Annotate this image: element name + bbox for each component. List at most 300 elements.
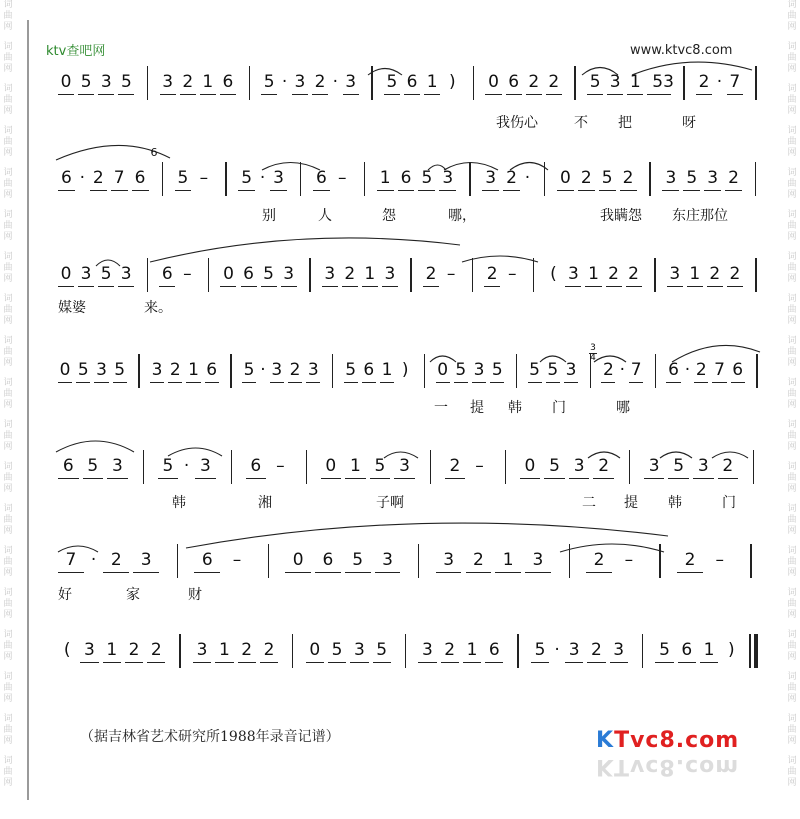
- note: 3: [669, 264, 681, 284]
- note: ): [728, 640, 735, 660]
- lyric: 把: [618, 115, 632, 131]
- note: 5: [455, 360, 467, 380]
- note: 5: [547, 360, 559, 380]
- note: 5: [331, 640, 343, 660]
- note: 3: [382, 550, 393, 570]
- edge-watermark-char: 曲: [787, 221, 797, 231]
- note: –: [276, 456, 285, 476]
- duration-underline: [315, 572, 341, 573]
- duration-underline: [704, 190, 721, 191]
- note: 5: [549, 456, 560, 476]
- lyric: 门: [722, 495, 736, 511]
- note: 0: [325, 456, 337, 476]
- edge-watermark-char: 网: [3, 274, 13, 284]
- edge-watermark-char: 词: [787, 756, 797, 766]
- edge-watermark-char: 曲: [787, 11, 797, 21]
- duration-underline: [80, 662, 98, 663]
- edge-watermark-char: 词: [787, 42, 797, 52]
- note: 3: [399, 456, 410, 476]
- edge-watermark-char: 网: [787, 526, 797, 536]
- note: –: [475, 456, 484, 476]
- duration-underline: [610, 662, 628, 663]
- edge-watermark-char: 曲: [787, 263, 797, 273]
- edge-watermark-char: 词: [787, 714, 797, 724]
- barline: [654, 258, 655, 292]
- edge-watermark-char: 网: [787, 316, 797, 326]
- duration-underline: [506, 94, 522, 95]
- edge-watermark-char: 词: [3, 714, 13, 724]
- note: 0: [488, 72, 499, 92]
- barline: [300, 162, 301, 196]
- duration-underline: [384, 94, 400, 95]
- duration-underline: [220, 286, 236, 287]
- note: 3: [384, 264, 396, 284]
- edge-watermark-char: 网: [3, 22, 13, 32]
- score-row: [0, 550, 800, 574]
- duration-underline: [565, 662, 583, 663]
- duration-underline: [557, 190, 574, 191]
- note: –: [715, 550, 724, 570]
- edge-watermark-char: 网: [787, 274, 797, 284]
- duration-underline: [113, 382, 127, 383]
- note: 2: [472, 550, 484, 570]
- barline: [418, 544, 419, 578]
- duration-underline: [647, 94, 671, 95]
- lyric: 我瞒怨: [600, 208, 642, 224]
- note: –: [508, 264, 517, 284]
- note: 1: [703, 640, 715, 660]
- note: 3: [532, 550, 544, 570]
- note: 5: [162, 456, 174, 476]
- edge-watermark-char: 网: [787, 106, 797, 116]
- duration-underline: [261, 286, 277, 287]
- duration-underline: [342, 286, 358, 287]
- note: 2: [444, 640, 456, 660]
- barline: [683, 66, 684, 100]
- note: 5: [345, 360, 357, 380]
- edge-watermark-char: 网: [3, 484, 13, 494]
- duration-underline: [564, 382, 578, 383]
- lyric: 呀: [682, 115, 696, 131]
- note: 2: [709, 264, 721, 284]
- note: ·: [90, 550, 97, 570]
- note: 3: [162, 72, 174, 92]
- note: 1: [629, 72, 641, 92]
- duration-underline: [78, 286, 94, 287]
- note: 2: [580, 168, 592, 188]
- note: 3: [283, 264, 295, 284]
- barline: [162, 162, 163, 196]
- duration-underline: [436, 572, 462, 573]
- note: 3: [485, 168, 497, 188]
- duration-underline: [601, 382, 615, 383]
- note: 5: [177, 168, 189, 188]
- note: 6: [681, 640, 693, 660]
- note: 3: [199, 456, 211, 476]
- edge-watermark-char: 网: [787, 694, 797, 704]
- barline: [544, 162, 545, 196]
- note: 3: [294, 72, 306, 92]
- edge-watermark-char: 词: [3, 252, 13, 262]
- lyric: 财: [188, 587, 202, 603]
- note: 2: [728, 168, 739, 188]
- edge-watermark-char: 词: [787, 378, 797, 388]
- duration-underline: [495, 572, 521, 573]
- edge-watermark-char: 网: [3, 526, 13, 536]
- barline: [138, 354, 139, 388]
- barline: [473, 66, 474, 100]
- note: 6: [488, 640, 500, 660]
- edge-watermark-char: 词: [787, 630, 797, 640]
- duration-underline: [606, 286, 622, 287]
- duration-underline: [83, 478, 104, 479]
- lyric: 提: [470, 400, 484, 416]
- edge-watermark-char: 曲: [3, 53, 13, 63]
- note: 2: [506, 168, 517, 188]
- barline: [405, 634, 406, 668]
- barline: [332, 354, 333, 388]
- barline: [655, 354, 656, 388]
- note: 2: [622, 168, 634, 188]
- duration-underline: [313, 190, 330, 191]
- note: 5: [114, 360, 126, 380]
- slur: [150, 238, 460, 262]
- edge-watermark-char: 词: [787, 126, 797, 136]
- barline: [309, 258, 310, 292]
- barline: [472, 258, 473, 292]
- note: (: [63, 640, 71, 660]
- barline: [533, 258, 534, 292]
- note: ·: [260, 360, 266, 380]
- barline: [516, 354, 517, 388]
- note: 5: [80, 72, 92, 92]
- edge-watermark-char: 曲: [787, 347, 797, 357]
- note: ·: [716, 72, 723, 92]
- note: 3: [151, 360, 163, 380]
- duration-underline: [485, 662, 503, 663]
- duration-underline: [436, 382, 450, 383]
- edge-watermark-char: 网: [787, 22, 797, 32]
- edge-watermark-char: 曲: [787, 431, 797, 441]
- note: 6: [316, 168, 327, 188]
- lyric: 媒婆: [58, 300, 86, 316]
- site-watermark-left: ktv查吧网: [46, 44, 106, 59]
- duration-underline: [270, 382, 284, 383]
- note: –: [183, 264, 192, 284]
- ktvc8-logo: KTvc8.com: [596, 728, 740, 753]
- duration-underline: [423, 286, 439, 287]
- edge-watermark-char: 曲: [787, 641, 797, 651]
- duration-underline: [261, 94, 277, 95]
- note: 0: [292, 550, 304, 570]
- duration-underline: [58, 190, 75, 191]
- barline: [410, 258, 411, 292]
- duration-underline: [707, 286, 723, 287]
- edge-watermark-char: 网: [787, 568, 797, 578]
- duration-underline: [718, 478, 739, 479]
- edge-watermark-char: 曲: [787, 179, 797, 189]
- duration-underline: [418, 190, 435, 191]
- note: –: [338, 168, 347, 188]
- edge-watermark-char: 词: [787, 168, 797, 178]
- duration-underline: [306, 662, 324, 663]
- duration-underline: [441, 662, 459, 663]
- duration-underline: [58, 572, 84, 573]
- duration-underline: [158, 478, 179, 479]
- note: 2: [602, 360, 614, 380]
- duration-underline: [526, 94, 542, 95]
- lyric: 哪，: [448, 208, 476, 224]
- ktvc8-logo-reflection: KTvc8.com: [596, 754, 740, 779]
- duration-underline: [424, 94, 440, 95]
- note: –: [199, 168, 209, 188]
- note: 2: [314, 72, 326, 92]
- barline: [147, 258, 148, 292]
- note: 2: [684, 550, 696, 570]
- note: 2: [590, 640, 602, 660]
- edge-watermark-char: 网: [3, 610, 13, 620]
- edge-watermark-char: 曲: [787, 305, 797, 315]
- duration-underline: [712, 382, 726, 383]
- duration-underline: [58, 478, 79, 479]
- note: 6: [134, 168, 146, 188]
- note: 1: [588, 264, 599, 284]
- edge-watermark-char: 网: [3, 694, 13, 704]
- note: 3: [665, 168, 677, 188]
- duration-underline: [362, 286, 378, 287]
- note: 2: [110, 550, 122, 570]
- edge-watermark-char: 曲: [3, 179, 13, 189]
- edge-watermark-char: 网: [787, 736, 797, 746]
- note: ·: [332, 72, 339, 92]
- note: 3: [422, 640, 433, 660]
- duration-underline: [678, 662, 696, 663]
- duration-underline: [485, 94, 501, 95]
- barline: [143, 450, 144, 484]
- duration-underline: [58, 94, 74, 95]
- duration-underline: [345, 572, 371, 573]
- duration-underline: [328, 662, 346, 663]
- note: 2: [698, 72, 710, 92]
- note: 3: [568, 640, 580, 660]
- duration-underline: [587, 662, 605, 663]
- edge-watermark-char: 曲: [3, 95, 13, 105]
- duration-underline: [205, 382, 219, 383]
- slur: [462, 256, 538, 262]
- duration-underline: [587, 94, 603, 95]
- lyric: 好: [58, 587, 72, 603]
- duration-underline: [683, 190, 700, 191]
- barline: [517, 634, 518, 668]
- slur: [56, 441, 134, 452]
- note: 3: [100, 72, 112, 92]
- edge-watermark-char: 曲: [3, 641, 13, 651]
- note: 1: [689, 264, 701, 284]
- note: 3: [345, 72, 357, 92]
- barline: [505, 450, 506, 484]
- note: 3: [648, 456, 660, 476]
- duration-underline: [382, 286, 398, 287]
- note: –: [232, 550, 242, 570]
- lyric: 别: [262, 208, 276, 224]
- lyric: 提: [624, 495, 638, 511]
- duration-underline: [629, 382, 643, 383]
- duration-underline: [490, 382, 504, 383]
- duration-underline: [195, 478, 216, 479]
- barline: [430, 450, 431, 484]
- score-row: [0, 640, 800, 664]
- edge-watermark-char: 网: [3, 442, 13, 452]
- barline: [569, 544, 570, 578]
- note: 1: [502, 550, 514, 570]
- note: 6: [400, 168, 412, 188]
- edge-watermark-char: 网: [787, 652, 797, 662]
- note: 3: [707, 168, 719, 188]
- duration-underline: [175, 190, 192, 191]
- note: 3: [307, 360, 319, 380]
- edge-watermark-char: 词: [3, 0, 13, 10]
- edge-watermark-char: 网: [787, 442, 797, 452]
- edge-watermark-char: 词: [3, 756, 13, 766]
- edge-watermark-char: 曲: [3, 515, 13, 525]
- note: 7: [113, 168, 125, 188]
- edge-watermark-char: 词: [3, 294, 13, 304]
- note: 2: [128, 640, 140, 660]
- note: 5: [589, 72, 601, 92]
- note: ·: [281, 72, 288, 92]
- note: 2: [169, 360, 181, 380]
- barline: [292, 634, 293, 668]
- note: (: [550, 264, 557, 284]
- edge-watermark-char: 网: [3, 568, 13, 578]
- note: 2: [92, 168, 104, 188]
- duration-underline: [484, 286, 500, 287]
- note: 2: [528, 72, 540, 92]
- edge-watermark-char: 网: [787, 148, 797, 158]
- note: 5: [659, 640, 670, 660]
- duration-underline: [700, 662, 718, 663]
- duration-underline: [644, 478, 665, 479]
- edge-watermark-char: 网: [787, 400, 797, 410]
- duration-underline: [666, 382, 680, 383]
- edge-watermark-char: 词: [3, 504, 13, 514]
- barline: [231, 450, 232, 484]
- note: 3: [140, 550, 152, 570]
- note: 2: [695, 360, 707, 380]
- duration-underline: [321, 478, 342, 479]
- barline: [659, 544, 660, 578]
- score-row: [0, 456, 800, 480]
- edge-watermark-char: 词: [3, 84, 13, 94]
- note: 6: [62, 456, 74, 476]
- duration-underline: [607, 94, 623, 95]
- edge-watermark-char: 曲: [3, 473, 13, 483]
- edge-watermark-char: 词: [3, 168, 13, 178]
- duration-underline: [667, 286, 683, 287]
- right-edge-watermark: [786, 0, 798, 819]
- edge-watermark-char: 词: [3, 126, 13, 136]
- note: 7: [630, 360, 642, 380]
- note: 3: [271, 360, 283, 380]
- note: 2: [449, 456, 461, 476]
- note: 1: [364, 264, 376, 284]
- edge-watermark-char: 网: [787, 64, 797, 74]
- note: 6: [61, 168, 72, 188]
- barline: [268, 544, 269, 578]
- edge-watermark-char: 曲: [787, 599, 797, 609]
- duration-underline: [677, 572, 703, 573]
- duration-underline: [620, 190, 637, 191]
- note: 5: [120, 72, 132, 92]
- note: 5: [352, 550, 364, 570]
- edge-watermark-char: 网: [3, 358, 13, 368]
- note: 3: [324, 264, 336, 284]
- note: 5: [673, 456, 685, 476]
- duration-underline: [215, 662, 233, 663]
- barline: [749, 634, 750, 668]
- duration-underline: [76, 382, 90, 383]
- duration-underline: [463, 662, 481, 663]
- note: ·: [684, 360, 691, 380]
- edge-watermark-char: 曲: [3, 305, 13, 315]
- duration-underline: [528, 382, 542, 383]
- edge-watermark-char: 曲: [787, 137, 797, 147]
- note: 5: [87, 456, 99, 476]
- duration-underline: [531, 662, 549, 663]
- duration-underline: [180, 94, 196, 95]
- edge-watermark-char: 词: [787, 504, 797, 514]
- lyric: 门: [552, 400, 566, 416]
- score-row: [0, 264, 800, 288]
- edge-watermark-char: 词: [787, 294, 797, 304]
- note: 0: [59, 360, 71, 380]
- edge-watermark-char: 曲: [3, 683, 13, 693]
- edge-watermark-char: 网: [3, 148, 13, 158]
- note: 5: [100, 264, 112, 284]
- lyric: 怨: [382, 208, 396, 224]
- duration-underline: [687, 286, 703, 287]
- barline: [755, 66, 756, 100]
- edge-watermark-char: 曲: [787, 557, 797, 567]
- duration-underline: [345, 478, 366, 479]
- duration-underline: [565, 286, 581, 287]
- barline: [306, 450, 307, 484]
- note: ·: [183, 456, 190, 476]
- note: ·: [259, 168, 266, 188]
- edge-watermark-char: 网: [787, 610, 797, 620]
- duration-underline: [655, 662, 673, 663]
- barline: [642, 634, 643, 668]
- edge-watermark-char: 词: [3, 210, 13, 220]
- duration-underline: [312, 94, 328, 95]
- barline: [755, 258, 756, 292]
- edge-watermark-char: 曲: [787, 53, 797, 63]
- duration-underline: [454, 382, 468, 383]
- duration-underline: [186, 382, 200, 383]
- note: 2: [593, 550, 605, 570]
- duration-underline: [404, 94, 420, 95]
- edge-watermark-char: 曲: [3, 347, 13, 357]
- note: 3: [473, 360, 485, 380]
- note: 5: [534, 640, 546, 660]
- lyric: 湘: [258, 495, 272, 511]
- barline: [756, 354, 757, 388]
- duration-underline: [585, 286, 601, 287]
- note: 5: [241, 168, 253, 188]
- edge-watermark-char: 曲: [3, 263, 13, 273]
- duration-underline: [103, 662, 121, 663]
- note: 2: [425, 264, 437, 284]
